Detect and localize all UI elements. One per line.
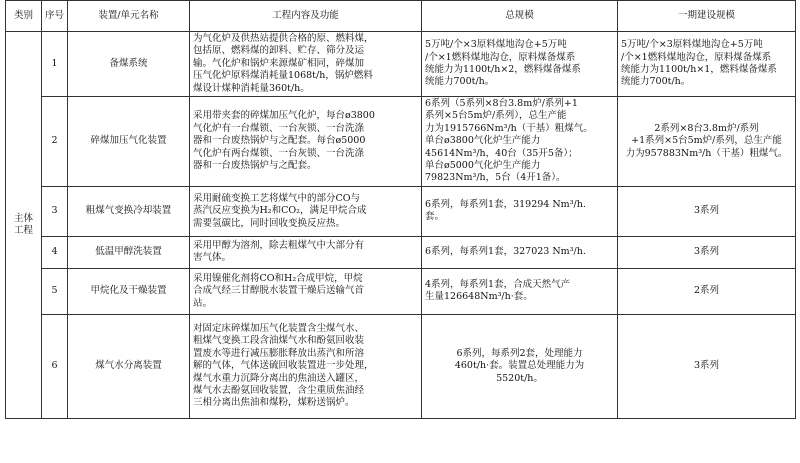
phase1-scale-cell <box>618 236 796 268</box>
text-line: 79823Nm³/h，5台（4开1备）。 <box>425 172 566 184</box>
table-header-row <box>6 1 796 32</box>
text-line: 器和一台废热锅炉与之配套。 <box>193 160 317 172</box>
text-line: 6系列，每系列1套，319294 Nm³/h. <box>425 198 586 210</box>
header-total: 总规模 <box>422 1 618 32</box>
text-line: 采用镍催化剂将CO和H₂合成甲烷，甲烷 <box>193 272 363 284</box>
text-line: 器和一台废热锅炉与之配套。每台ø5000 <box>193 135 366 147</box>
content-cell <box>190 314 422 418</box>
unit-name-cell: 甲烷化及干燥装置 <box>68 268 190 314</box>
text-line: 压气化炉原料煤消耗量1068t/h，锅炉燃料 <box>193 70 373 82</box>
text-line: 5万吨/个×3原料煤地沟仓+5万吨 <box>621 39 763 51</box>
header-category: 类别 <box>6 1 42 32</box>
content-cell <box>190 236 422 268</box>
text-line: 45614Nm³/h，40台（35开5备）； <box>425 147 578 159</box>
text-line: 统能力为1100t/h×1，燃料煤备煤系 <box>621 64 777 76</box>
text-line: 需要氢碳比，同时回收变换反应热。 <box>193 217 346 229</box>
table-row <box>6 236 796 268</box>
table-row <box>6 186 796 236</box>
text-line: 煤气水去酚氨回收装置，含尘重质焦油经 <box>193 384 365 396</box>
engineering-scope-table <box>5 0 796 419</box>
content-cell <box>190 32 422 97</box>
text-line: 输。气化炉和锅炉来源煤矿相同，碎煤加 <box>193 57 365 69</box>
text-line: 3系列 <box>693 205 720 217</box>
text-line: 套。 <box>425 211 445 223</box>
category-cell <box>6 32 42 419</box>
text-line: 6系列（5系列×8台3.8m炉/系列+1 <box>425 98 578 110</box>
table-row <box>6 314 796 418</box>
text-line: 5520t/h。 <box>496 372 543 384</box>
content-cell <box>190 97 422 187</box>
text-line: 生量126648Nm³/h·套。 <box>425 291 533 303</box>
category-label: 主体工程 <box>13 212 33 236</box>
seq-cell: 4 <box>42 236 68 268</box>
header-phase1: 一期建设规模 <box>618 1 796 32</box>
total-scale-cell <box>422 236 618 268</box>
text-line: 站。 <box>193 297 213 309</box>
text-line: 解的气体，气体送硫回收装置进一步处理， <box>193 360 374 372</box>
content-cell <box>190 186 422 236</box>
text-line: 合成气经三甘醇脱水装置干燥后送输气首 <box>193 285 365 297</box>
text-line: 煤气水重力沉降分离出的焦油送入罐区， <box>193 372 365 384</box>
seq-cell: 5 <box>42 268 68 314</box>
phase1-scale-cell <box>618 32 796 97</box>
text-line: 包括原、燃料煤的卸料、贮存、筛分及运 <box>193 45 365 57</box>
table-row <box>6 97 796 187</box>
text-line: 煤设计煤种消耗量360t/h。 <box>193 82 310 94</box>
seq-cell: 6 <box>42 314 68 418</box>
text-line: 采用带夹套的碎煤加压气化炉，每台ø3800 <box>193 110 375 122</box>
total-scale-cell <box>422 186 618 236</box>
text-line: 6系列，每系列2套，处理能力 <box>456 347 583 359</box>
text-line: /个×1燃料煤地沟仓，原料煤备煤系 <box>425 51 576 63</box>
header-unit: 装置/单元名称 <box>68 1 190 32</box>
header-seq: 序号 <box>42 1 68 32</box>
text-line: 力为1915766Nm³/h（干基）粗煤气。 <box>425 122 593 134</box>
text-line: 为气化炉及供热站提供合格的原、燃料煤， <box>193 33 374 44</box>
seq-cell: 3 <box>42 186 68 236</box>
unit-name-cell: 低温甲醇洗装置 <box>68 236 190 268</box>
content-cell <box>190 268 422 314</box>
phase1-scale-cell <box>618 268 796 314</box>
text-line: 3系列 <box>693 246 720 258</box>
text-line: 2系列 <box>693 285 720 297</box>
total-scale-cell <box>422 32 618 97</box>
text-line: 5万吨/个×3原料煤地沟仓+5万吨 <box>425 39 567 51</box>
phase1-scale-cell <box>618 97 796 187</box>
header-content: 工程内容及功能 <box>190 1 422 32</box>
text-line: 统能力700t/h。 <box>425 76 495 88</box>
text-line: 460t/h·套。装置总处理能力为 <box>454 360 585 372</box>
text-line: 粗煤气变换工段含油煤气水和酚氨回收装 <box>193 335 365 347</box>
total-scale-cell <box>422 314 618 418</box>
text-line: 单台ø3800气化炉生产能力 <box>425 135 541 147</box>
text-line: 采用甲醇为溶剂，除去粗煤气中大部分有 <box>193 239 365 251</box>
total-scale-cell <box>422 97 618 187</box>
phase1-scale-cell <box>618 314 796 418</box>
text-line: 对固定床碎煤加压气化装置含尘煤气水、 <box>193 322 365 334</box>
text-line: 蒸汽反应变换为H₂和CO₂，满足甲烷合成 <box>193 205 367 217</box>
seq-cell: 1 <box>42 32 68 97</box>
table-row <box>6 32 796 97</box>
unit-name-cell: 碎煤加压气化装置 <box>68 97 190 187</box>
text-line: 统能力为1100t/h×2，燃料煤备煤系 <box>425 64 581 76</box>
text-line: 采用耐硫变换工艺将煤气中的部分CO与 <box>193 192 361 204</box>
table-row <box>6 268 796 314</box>
text-line: 6系列，每系列1套，327023 Nm³/h. <box>425 246 586 258</box>
text-line: /个×1燃料煤地沟仓，原料煤备煤系 <box>621 51 772 63</box>
text-line: 气化炉有两台煤锁、一台灰锁、一台洗涤 <box>193 147 365 159</box>
text-line: 单台ø5000气化炉生产能力 <box>425 160 541 172</box>
unit-name-cell: 备煤系统 <box>68 32 190 97</box>
text-line: 害气体。 <box>193 252 232 264</box>
total-scale-cell <box>422 268 618 314</box>
text-line: 3系列 <box>693 360 720 372</box>
phase1-scale-cell <box>618 186 796 236</box>
text-line: 统能力700t/h。 <box>621 76 691 88</box>
seq-cell: 2 <box>42 97 68 187</box>
text-line: +1系列×5台5m炉/系列，总生产能 <box>631 135 782 147</box>
text-line: 力为957883Nm³/h（干基）粗煤气。 <box>625 147 788 159</box>
unit-name-cell: 煤气水分离装置 <box>68 314 190 418</box>
unit-name-cell: 粗煤气变换冷却装置 <box>68 186 190 236</box>
text-line: 气化炉有一台煤锁、一台灰锁、一台洗涤 <box>193 122 365 134</box>
text-line: 三相分离出焦油和煤粉，煤粉送锅炉。 <box>193 397 355 409</box>
text-line: 系列×5台5m炉/系列），总生产能 <box>425 110 567 122</box>
text-line: 置废水等进行减压膨胀释放出蒸汽和所溶 <box>193 347 365 359</box>
text-line: 2系列×8台3.8m炉/系列 <box>654 122 759 134</box>
text-line: 4系列，每系列1套，合成天然气产 <box>425 278 571 290</box>
